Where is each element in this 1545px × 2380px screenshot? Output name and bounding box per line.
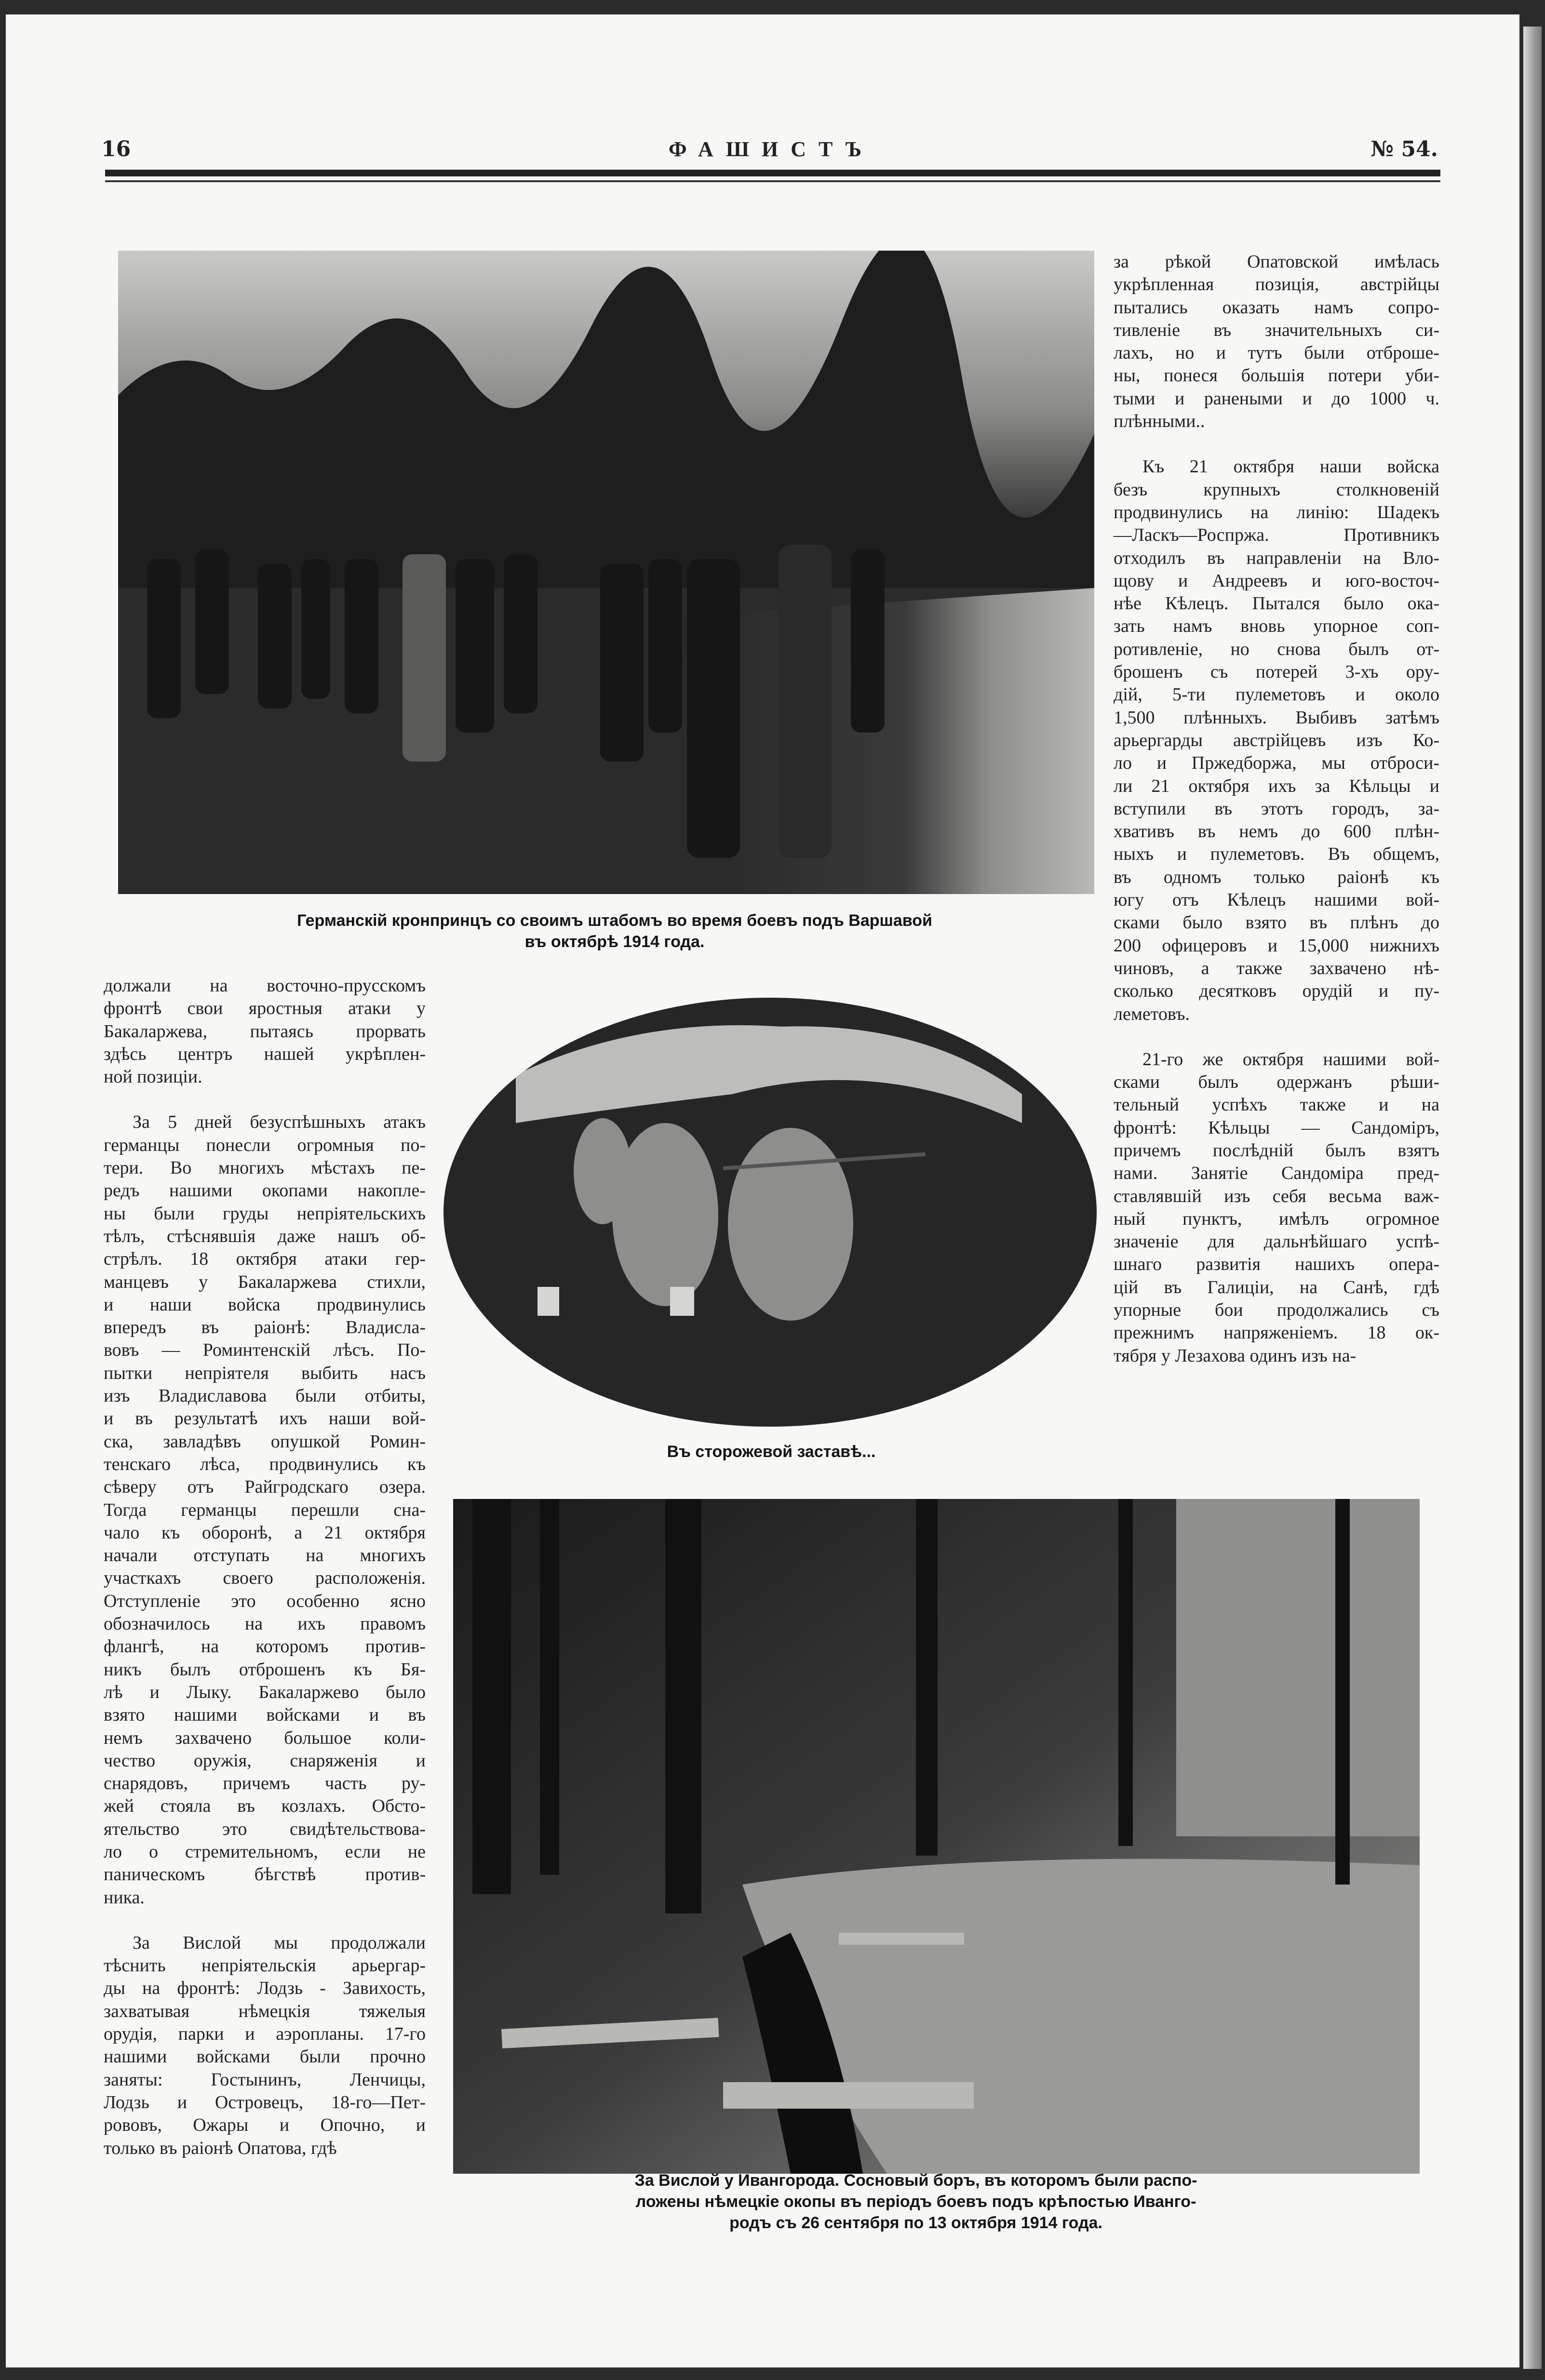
text-line: изъ Владиславова были отбиты, (104, 1386, 426, 1406)
text-line: тивленіе въ значительныхъ си- (1114, 320, 1439, 340)
photo-caption-outpost (578, 1441, 964, 1462)
text-line: сѣверу отъ Райгродскаго озера. (104, 1477, 426, 1498)
text-line: въ одномъ только раіонѣ къ (1114, 867, 1439, 887)
caption-line: родъ съ 26 сентября по 13 октября 1914 года. (729, 2214, 1102, 2232)
text-line: тери. Во многихъ мѣстахъ пе- (104, 1158, 426, 1178)
text-line: причемъ послѣдній былъ взятъ (1114, 1140, 1439, 1161)
page-edge-shadow (1523, 27, 1542, 2369)
text-line: обозначилось на ихъ правомъ (104, 1614, 426, 1634)
paragraph (104, 1932, 426, 2160)
text-line: отходилъ въ направленіи на Вло- (1114, 548, 1439, 568)
text-line: начали отступать на многихъ (104, 1545, 426, 1566)
paragraph-gap (104, 1909, 426, 1932)
paragraph (104, 1111, 426, 1909)
text-line: жей стояла въ козлахъ. Обсто- (104, 1796, 426, 1817)
text-line: только въ раіонѣ Опатова, гдѣ (104, 2138, 337, 2158)
text-line: снарядовъ, причемъ часть ру- (104, 1773, 426, 1794)
text-line: брошенъ съ потерей 3-хъ ору- (1114, 662, 1439, 682)
text-line: ны, понеся большія потери уби- (1114, 365, 1439, 386)
text-line: цій въ Галиціи, на Санѣ, гдѣ (1114, 1277, 1439, 1297)
caption-line: ложены нѣмецкіе окопы въ періодъ боевъ подъ крѣпостью Иванго- (635, 2193, 1196, 2211)
text-line: ятельство это свидѣтельствова- (104, 1818, 426, 1839)
text-line: никъ былъ отброшенъ къ Бя- (104, 1659, 426, 1680)
text-line: Лодзь и Островецъ, 18-го—Пет- (104, 2092, 426, 2113)
paragraph-gap (1114, 1026, 1439, 1048)
text-line: ны были груды непріятельскихъ (104, 1203, 426, 1224)
text-line: редъ нашими окопами накопле- (104, 1180, 426, 1201)
caption-line: Въ сторожевой заставѣ... (667, 1443, 876, 1461)
text-line: вовъ — Роминтенскій лѣсъ. По- (104, 1340, 426, 1361)
text-line: немъ захвачено большое коли- (104, 1727, 426, 1748)
header-rule-thick (105, 170, 1440, 176)
text-line: За 5 дней безуспѣшныхъ атакъ (133, 1112, 426, 1133)
photo-crown-prince-staff (118, 251, 1094, 894)
text-line: пытки непріятеля выбить насъ (104, 1363, 426, 1383)
text-line: тѣснить непріятельскія арьергар- (104, 1955, 426, 1976)
text-line: значеніе для дальнѣйшаго успѣ- (1114, 1231, 1439, 1252)
text-line: паническомъ бѣгствѣ против- (104, 1864, 426, 1885)
text-line: сколько десятковъ орудій и пу- (1114, 981, 1439, 1002)
text-line: заняты: Гостынинъ, Ленчицы, (104, 2069, 426, 2090)
issue-number: № 54. (1370, 137, 1438, 161)
text-line: вступили въ этотъ городъ, за- (1114, 798, 1439, 819)
photo-ivangorod-trenches (453, 1499, 1420, 2174)
text-line: прежнимъ напряженіемъ. 18 ок- (1114, 1323, 1439, 1343)
text-line: чало къ оборонѣ, а 21 октября (104, 1522, 426, 1543)
photo-caption-ivangorod (550, 2170, 1282, 2233)
text-line: ды на фронтѣ: Лодзь - Завихость, (104, 1978, 426, 1999)
text-line: и наши войска продвинулись (104, 1294, 426, 1315)
paragraph (1114, 251, 1439, 433)
text-line: впередъ въ раіонѣ: Владисла- (104, 1317, 426, 1338)
text-line: хвативъ въ немъ до 600 плѣн- (1114, 821, 1439, 842)
text-line: Бакаларжева, пытаясь прорвать (104, 1021, 426, 1042)
text-line: ника. (104, 1887, 145, 1908)
text-line: югу отъ Кѣлецъ нашими вой- (1114, 890, 1439, 910)
text-line: ло о стремительномъ, если не (104, 1841, 426, 1862)
text-line: тельный успѣхъ также и на (1114, 1095, 1439, 1115)
paragraph (1114, 1048, 1439, 1367)
text-line: захватывая нѣмецкія тяжелыя (104, 2001, 426, 2021)
text-line: за рѣкой Опатовской имѣлась (1114, 252, 1439, 272)
text-line: чество оружія, снаряженія и (104, 1750, 426, 1771)
text-line: 200 офицеровъ и 15,000 нижнихъ (1114, 935, 1439, 956)
text-line: 1,500 плѣнныхъ. Выбивъ затѣмъ (1114, 707, 1439, 728)
text-line: тенскаго лѣса, продвинулись къ (104, 1454, 426, 1474)
text-line: чиновъ, а также захвачено нѣ- (1114, 958, 1439, 978)
text-line: должали на восточно-прусскомъ (104, 976, 426, 996)
text-line: тыми и ранеными и до 1000 ч. (1114, 388, 1439, 409)
photo-outpost-oval (443, 998, 1097, 1427)
text-line: 21-го же октября нашими вой- (1142, 1049, 1439, 1070)
text-line: флангѣ, на которомъ против- (104, 1636, 426, 1657)
text-line: орудія, парки и аэропланы. 17-го (104, 2024, 426, 2045)
text-line: ска, завладѣвъ опушкой Ромин- (104, 1431, 426, 1452)
text-line: укрѣпленная позиція, австрійцы (1114, 274, 1439, 295)
text-line: ный пунктъ, имѣлъ огромное (1114, 1208, 1439, 1229)
text-line: щову и Андреевъ и юго-восточ- (1114, 570, 1439, 591)
text-line: фронтѣ свои яростныя атаки у (104, 998, 426, 1019)
caption-line: Германскій кронпринцъ со своимъ штабомъ во время боевъ подъ Варшавой (297, 911, 932, 930)
text-line: и въ результатѣ ихъ наши вой- (104, 1408, 426, 1429)
text-line: нѣе Кѣлецъ. Пытался было ока- (1114, 593, 1439, 614)
text-line: Тогда германцы перешли сна- (104, 1499, 426, 1520)
text-line: арьергарды австрійцевъ изъ Ко- (1114, 730, 1439, 750)
text-line: шнаго развитія нашихъ опера- (1114, 1254, 1439, 1275)
paragraph-gap (104, 1088, 426, 1111)
text-line: леметовъ. (1114, 1003, 1190, 1024)
paragraph-gap (1114, 433, 1439, 455)
text-line: ной позиціи. (104, 1067, 202, 1087)
text-line: Къ 21 октября наши войска (1142, 456, 1439, 477)
paragraph (1114, 455, 1439, 1025)
running-title: ФАШИСТЪ (668, 137, 874, 161)
caption-line: въ октябрѣ 1914 года. (524, 933, 705, 951)
text-line: здѣсь центръ нашей укрѣплен- (104, 1043, 426, 1064)
text-line: сками было взято въ плѣнъ до (1114, 912, 1439, 933)
paragraph (104, 975, 426, 1088)
text-line: фронтѣ: Кѣльцы — Сандоміръ, (1114, 1117, 1439, 1138)
text-line: тября у Лезахова одинъ изъ на- (1114, 1345, 1357, 1366)
text-column-left (104, 975, 426, 2160)
text-line: Отступленіе это особенно ясно (104, 1591, 426, 1611)
text-line: ставлявшій изъ себя весьма важ- (1114, 1186, 1439, 1206)
header-rule-thin (105, 180, 1440, 182)
text-line: ротивленіе, но снова былъ от- (1114, 639, 1439, 659)
text-line: сками былъ одержанъ рѣши- (1114, 1072, 1439, 1093)
text-line: ли 21 октября ихъ за Кѣльцы и (1114, 776, 1439, 796)
text-line: тѣлъ, стѣснявшія даже нашъ об- (104, 1226, 426, 1246)
text-line: ло и Пржедборжа, мы отброси- (1114, 753, 1439, 774)
photo-caption-crown-prince (145, 910, 1085, 952)
page-number: 16 (101, 137, 131, 161)
text-line: —Ласкъ—Роспржа. Противникъ (1114, 525, 1439, 546)
text-line: нашими войсками были прочно (104, 2046, 426, 2067)
text-line: продвинулись на линію: Шадекъ (1114, 502, 1439, 522)
text-line: германцы понесли огромныя по- (104, 1135, 426, 1155)
text-line: зать намъ вновь упорное соп- (1114, 616, 1439, 637)
text-column-right (1114, 251, 1439, 1367)
text-line: упорные бои продолжались съ (1114, 1300, 1439, 1321)
text-line: пытались оказать намъ сопро- (1114, 297, 1439, 318)
text-line: нами. Занятіе Сандоміра пред- (1114, 1163, 1439, 1184)
text-line: взято нашими войсками и въ (104, 1705, 426, 1725)
text-line: рововъ, Ожары и Опочно, и (104, 2115, 426, 2136)
text-line: стрѣлъ. 18 октября атаки гер- (104, 1249, 426, 1270)
text-line: участкахъ своего расположенія. (104, 1568, 426, 1589)
text-line: плѣнными.. (1114, 411, 1205, 432)
text-line: За Вислой мы продолжали (133, 1932, 426, 1953)
caption-line: За Вислой у Ивангорода. Сосновый боръ, въ которомъ были распо- (634, 2171, 1197, 2190)
text-line: безъ крупныхъ столкновеній (1114, 479, 1439, 500)
text-line: лахъ, но и тутъ были отброше- (1114, 343, 1439, 363)
text-line: манцевъ у Бакаларжева стихли, (104, 1271, 426, 1292)
text-line: лѣ и Лыку. Бакаларжево было (104, 1682, 426, 1702)
text-line: дій, 5-ти пулеметовъ и около (1114, 684, 1439, 705)
text-line: ныхъ и пулеметовъ. Въ общемъ, (1114, 844, 1439, 865)
